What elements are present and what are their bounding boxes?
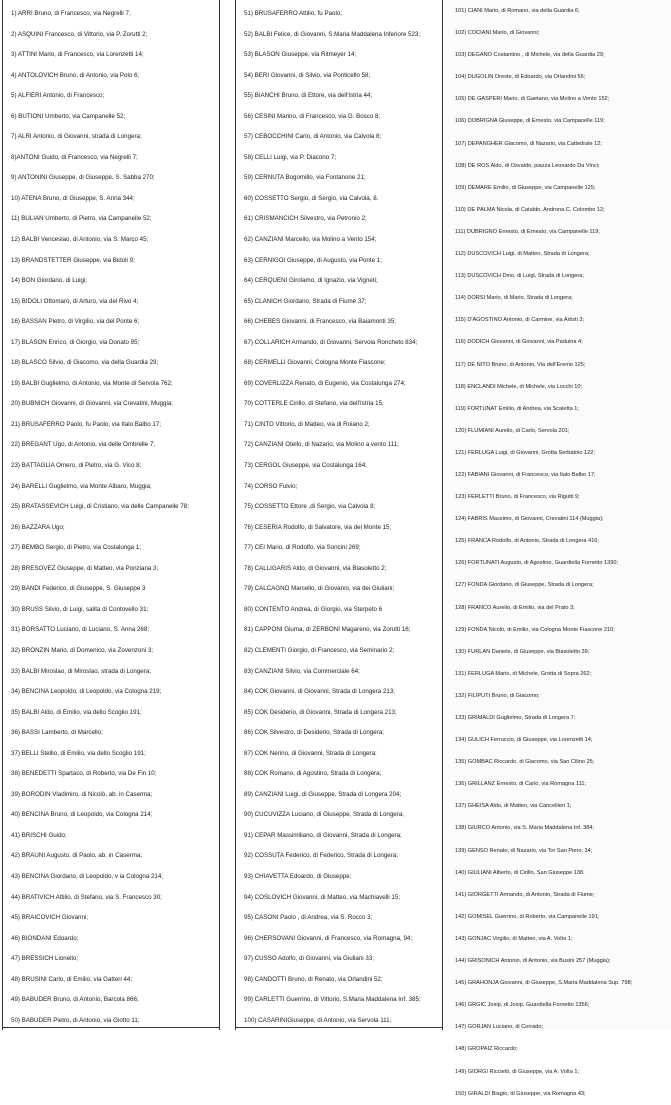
list-item: 138) GIURCO Antonio, via S. Maria Maddalena Inf. 384; (455, 825, 594, 832)
list-item: 114) DORSI Mario, di Mario, Strada di Longera; (455, 295, 573, 302)
list-item: 40) BENCINA Bruno, di Leopoldo, via Cologna 214; (11, 811, 153, 819)
list-item: 46) BIONDANI Edoardo; (11, 934, 79, 942)
list-item: 41) BRISCHI Guido; (11, 831, 67, 839)
list-item: 110) DE PALMA Nicola, di Cataldo, Androna C. Colombo 12; (455, 206, 605, 213)
list-item: 56) CESINI Marino, di Francesco, via G. Bosco 8; (244, 112, 381, 120)
list-item: 145) GRAHONJA Giovanni, di Giuseppe, S.Maria Maddalena Sup. 798; (455, 980, 633, 987)
list-item: 36) BASSI Lamberto, di Marcello; (11, 729, 103, 737)
list-item: 3) ATTINI Mario, di Francesco, via Lorenzetti 14; (11, 51, 144, 59)
list-item: 54) BERI Giovanni, di Silvio, via Ponticello 58; (244, 71, 371, 79)
list-item: 99) CARLETTI Guerrino, di Vittorio, S.Maria Maddalena Inf. 385; (244, 996, 421, 1004)
list-item: 11) BULIAN Umberto, di Pietro, via Campanelle 52; (11, 215, 152, 223)
list-item: 141) GIORGETTI Armando, di Antonio, Strada di Fiume; (455, 891, 595, 898)
list-item: 51) BRUSAFERRO Attilio, fu Paolo; (244, 10, 343, 17)
list-item: 148) GROPAIZ Riccardo; (455, 1046, 518, 1053)
list-item: 6) BUTIONI Umberto, via Campanelle 52; (11, 112, 126, 120)
column-2-bottom-rule (235, 1027, 443, 1028)
list-item: 37) BELLI Stellio, di Emilio, via dello Scoglio 191; (11, 749, 146, 757)
list-item: 29) BANDI Federico, di Giuseppe, S. Giuseppe 3 (11, 585, 146, 593)
column-3 (445, 0, 671, 1097)
list-item: 119) FORTUNAT Emilio, di Andrea, via Scaletta 1; (455, 405, 579, 412)
list-item: 103) DEGANO Costantino , di Michele, via della Guardia 29; (455, 52, 605, 59)
list-item: 116) DODICH Giovanni, di Giovanni, via Paduina 4; (455, 339, 583, 346)
list-item: 5) ALFIERI Antonio, di Francesco; (11, 92, 105, 100)
list-item: 70) COTTERLE Cirillo, di Stefano, via dell'Istria 15; (244, 400, 384, 408)
list-item: 128) FRANCO Aurelio, di Emilio, via del Prato 3; (455, 604, 575, 611)
list-item: 18) BLASCO Silvio, di Giacomo, via della Guardia 29; (11, 359, 159, 367)
list-item: 95) CASONI Paolo , di Andrea, via S. Rocco 3; (244, 914, 373, 922)
list-item: 22) BREGANT Ugo, di Antonio, via delle Ombrelle 7; (11, 441, 155, 449)
list-item: 133) GRIMALDI Guglielmo, Strada di Longera 7; (455, 715, 576, 721)
list-item: 15) BIDOLI Ottomaro, di Arturo, via del Rivo 4; (11, 297, 139, 305)
list-item: 102) COCIANI Mario, di Giovanni; (455, 30, 540, 37)
list-item: 73) CERGOL Giuseppe, via Costalunga 164; (244, 462, 367, 470)
list-item: 16) BASSAN Pietro, di Virgilio, via del Ponte 6; (11, 318, 140, 326)
list-item: 34) BENCINA Leopoldo, di Leopoldo, via Cologna 219; (11, 688, 162, 696)
list-item: 123) FERLETTI Bruno, di Francesco, via Rigutti 9; (455, 494, 580, 501)
list-item: 147) GORJAN Luciano, di Corrado; (455, 1024, 543, 1031)
list-item: 88) COK Romano, di Agostino, Strada di Longera; (244, 770, 382, 778)
list-item: 26) BAZZARA Ugo; (11, 523, 65, 531)
list-item: 149) GIORGI Riccietti, di Giuseppe, via A. Volta 1; (455, 1068, 580, 1075)
list-item: 117) DE NITO Bruno, di Antonio, Via dell'Eremo 125; (455, 361, 586, 368)
list-item: 38) BENEDETTI Spartaco, di Roberto, via De Fin 10; (11, 770, 157, 778)
list-item: 10) ATENA Bruno, di Giuseppe, S. Anna 344; (11, 194, 135, 202)
list-item: 61) CRISMANCICH Silvestro, via Petronio 2; (244, 215, 367, 223)
list-item: 35) BALBI Aldo, di Emilio, via dello Scoglio 191; (11, 708, 142, 716)
name-list-1 (3, 0, 219, 1031)
list-item: 43) BENCINA Giordano, di Leopoldo, v ia Cologna 214; (11, 872, 164, 880)
list-item: 9) ANTONINI Giuseppe, di Giuseppe, S. Sabba 270; (11, 174, 155, 182)
list-item: 65) CLANICH Giordano, Strada di Fiume 37; (244, 297, 367, 305)
list-item: 27) BEMBO Sergio, di Pietro, via Costalunga 1; (11, 544, 142, 552)
list-item: 83) CANZIANI Silvio, via Commerciale 64; (244, 667, 360, 675)
column-1 (2, 0, 220, 1030)
list-item: 45) BRAICOVICH Giovanni; (11, 914, 89, 922)
list-item: 50) BABUDER Pietro, di Antonio, via Giotto 11; (11, 1016, 140, 1024)
list-item: 115) D'AGOSTINO Antonio, di Carmine, via Artisti 3; (455, 317, 585, 324)
list-item: 93) CHIAVETTA Edoardo, di Giuseppe; (244, 872, 352, 880)
list-item: 109) DEMARE Emilio, di Giuseppe, via Campanelle 125; (455, 184, 596, 191)
list-item: 126) FORTUNATI Augusto, di Agostino, Guardiella Fornetto 1390; (455, 560, 619, 567)
list-item: 134) GULICH Ferruccio, di Giuseppe, via Lorenzetti 14; (455, 737, 593, 744)
list-item: 142) GOMISEL Guerrino, di Roberto, via Campanelle 191; (455, 913, 600, 920)
list-item: 127) FONDA Giordano, di Giuseppe, Strada di Longera; (455, 582, 594, 589)
list-item: 80) CONTENTO Andrea, di Giorgio, via Sterpeto 6 (244, 605, 383, 613)
list-item: 60) COSSETTO Sergio, di Sergio, via Calvola, 8. (244, 194, 379, 202)
list-item: 121) FERLUGA Luigi, di Giovanni, Grotta Serbatoio 122; (455, 449, 595, 456)
column-1-bottom-rule (2, 1027, 220, 1028)
list-item: 12) BALBI Venceslao, di Antonio, via S. Marco 45; (11, 236, 149, 244)
list-item: 21) BRUSAFERRO Paolo, fu Paolo, via Italo Balbo 17; (11, 420, 161, 428)
list-item: 112) DUSCOVICH Luigi, di Matteo, Strada di Longera; (455, 251, 590, 258)
list-item: 2) ASQUINI Francesco, di Vittorio, via P. Zorutti 2; (11, 30, 148, 38)
list-item: 129) FONDA Nicolò, di Emilio, via Cologna Monte Fiascone 210; (455, 626, 615, 633)
list-item: 32) BRONZIN Mario, di Domenico, via Zovenzoni 3; (11, 646, 154, 654)
list-item: 94) COSLOVICH Giovanni, di Matteo, via Machiavelli 15; (244, 893, 401, 901)
list-item: 64) CERQUENI Girolamo, di Ignazio, via Vigneti; (244, 277, 378, 285)
list-item: 97) CUSSO Adolfo, di Giovanni, via Giuliani 33; (244, 955, 375, 963)
list-item: 146) GRGIC Josip, di Josip, Guardiella Fornetto 1356; (455, 1002, 590, 1009)
list-item: 90) CUCUVIZZA Luciano, di Giuseppe, Strada di Longera; (244, 811, 404, 819)
list-item: 130) FURLAN Daniele, di Giuseppe, via Biasoletto 39; (455, 648, 590, 655)
list-item: 4) ANTOLOVICH Bruno, di Antonio, via Polo 6; (11, 71, 140, 79)
list-item: 17) BLASON Enrico, di Giorgio, via Donato 95; (11, 338, 140, 346)
list-item: 98) CANDOTTI Bruno, di Renato, via Orlandini 52; (244, 975, 383, 983)
list-item: 106) DOBRIGNA Giuseppe, di Ernesto, via Campanelle 119; (455, 118, 605, 125)
list-item: 28) BRESOVEZ Giuseppe, di Matteo, via Ponziana 3; (11, 564, 159, 572)
list-item: 84) COK Giovanni, di Giovanni, Strada di Longera 213; (244, 688, 395, 696)
list-item: 113) DUSCOVICH Dino, di Luigi, Strada di Longera; (455, 273, 584, 280)
list-item: 87) COK Nerino, di Giovanni, Strada di Longera; (244, 749, 377, 757)
list-item: 100) CASARINIGiuseppe, di Antonio, via Servola 111; (244, 1016, 392, 1024)
list-item: 8)ANTONI Guido, di Francesco, via Negrelli 7; (11, 153, 138, 161)
list-item: 118) ENCLANDI Michele, di Michele, via Locchi 10; (455, 383, 583, 390)
list-item: 30) BRUSS Silvio, di Luigi, salita di Contovello 31; (11, 605, 149, 613)
list-item: 68) CERMELLI Giovanni, Cologna Monte Fiascone; (244, 359, 386, 367)
list-item: 75) COSSETTO Ettore ,di Sergio, via Calvola 8; (244, 503, 376, 511)
list-item: 23) BATTAGLIA Omero, di Pietro, via G. Vico 8; (11, 462, 142, 470)
list-item: 14) BON Giordano, di Luigi; (11, 277, 88, 285)
list-item: 62) CANZIANI Marcello, via Molino a Vento 154; (244, 236, 377, 244)
list-item: 25) BRATASSEVICH Luigi, di Cristiano, via delle Campanelle 78; (11, 503, 189, 511)
list-item: 111) DUBRIGNO Ernesto, di Ernesto, via Campanelle 119; (455, 228, 600, 235)
list-item: 55) BIANCHI Bruno, di Ettore, via dell'Istria 44; (244, 92, 373, 100)
name-list-3 (445, 0, 671, 1105)
list-item: 7) ALRI Antonio, di Giovanni, strada di Longera; (11, 133, 142, 141)
list-item: 58) CELLI Luigi, via P. Diacono 7; (244, 153, 337, 161)
list-item: 74) CORSO Fulvio; (244, 482, 298, 490)
list-item: 89) CANZIANI Luigi, di Giuseppe, Strada di Longera 204; (244, 790, 402, 798)
list-item: 105) DE GASPERI Mario, di Gaetano, via Molino a Vento 152; (455, 96, 610, 103)
list-item: 135) GOMBAC Riccardo, di Giacomo, via San Cilino 25; (455, 759, 595, 766)
list-item: 77) CEI Mario, di Rodolfo, via Soncini 269; (244, 544, 361, 552)
list-item: 49) BABUDER Bruno, di Antonio, Barcola 866; (11, 996, 139, 1004)
list-item: 20) BUBNICH Giovanni, di Giovanni, via Crevatini, Muggia; (11, 400, 173, 408)
list-item: 1) ARRI Bruno, di Francesco, via Negrelli 7; (11, 10, 131, 17)
list-item: 101) CIANI Mario, di Romano, via della Guardia 6; (455, 8, 580, 14)
list-item: 107) DEPANGHER Giacomo, di Nazario, via Cattedrale 12; (455, 140, 602, 147)
list-item: 13) BRANDSTETTER Giuseppe, via Bidoli 9; (11, 256, 135, 264)
list-item: 72) CANZIANI Otello, di Nazario, via Molino a vento 111; (244, 441, 399, 449)
list-item: 125) FRANCA Rodolfo, di Antonio, Strada di Longera 416; (455, 538, 599, 545)
list-item: 136) GRILLANZ Ernesto, di Carlo, via Romagna 111; (455, 781, 586, 788)
list-item: 96) CHERSOVANI Giovanni, di Francesco, via Romagna, 94; (244, 934, 413, 942)
list-item: 59) CERNUTA Bogomillo, via Fontanone 21; (244, 174, 366, 182)
list-item: 140) GIULIANI Alberto, di Cirillo, San Giuseppe 138. (455, 869, 585, 876)
list-item: 137) GHEISA Aldo, di Matteo, via Cancellieri 1; (455, 803, 572, 810)
name-list-2 (236, 0, 442, 1031)
list-item: 124) FABRIS Massimo, di Giovanni, Crevatini 114 (Muggia); (455, 516, 604, 523)
list-item: 24) BARELLI Guglielmo, via Monte Albaro, Muggia; (11, 482, 152, 490)
list-item: 66) CHEBES Giovanni, di Francesco, via Baiamonti 35; (244, 318, 397, 326)
list-item: 120) FLUMIANI Aurelio, di Carlo, Servola 201; (455, 427, 570, 434)
list-item: 44) BRATIVICH Attilio, di Stefano, via S. Francesco 30; (11, 893, 162, 901)
list-item: 71) CINTO Vittorio, di Matteo, via di Roiano 2; (244, 420, 370, 428)
list-item: 76) CESERIA Rodolfo, di Salvatore, via del Monte 15; (244, 523, 392, 531)
list-item: 81) CAPPONI Giuma, di ZERBONI Magareno, via Zorutti 16; (244, 626, 411, 634)
list-item: 139) GENSO Renato, di Nazario, via Tor San Piero, 34; (455, 847, 593, 854)
list-item: 78) CALLIGARIS Aldo, di Giovanni, via Biasoletto 2; (244, 564, 387, 572)
list-item: 122) FABIANI Giovanni, di Francesco, via Italo Balbo 17; (455, 471, 596, 478)
list-item: 33) BALBI Miroslao, di Miroslao, strada di Longera; (11, 667, 151, 675)
list-item: 150) GIRALDI Biagio, di Giuseppe, via Romagna 43; (455, 1090, 586, 1097)
list-item: 132) FILIPUTI Bruno, di Giacomo; (455, 692, 540, 699)
list-item: 47) BRESSICH Lionello; (11, 955, 79, 963)
column-2 (235, 0, 443, 1030)
list-item: 39) BORODIN Vladimiro, di Nicolò, ab. in Caserma; (11, 790, 153, 798)
list-item: 67) COLLARICH Armando, di Giovanni, Servola Roncheto 834; (244, 338, 418, 346)
list-item: 31) BORSATTO Luciano, di Luciano, S. Anna 268; (11, 626, 150, 634)
list-item: 42) BRAUNI Augusto, di Paolo, ab. in Caserma; (11, 852, 143, 860)
list-item: 57) CEBOCCHINI Carlo, di Antonio, via Calvola 8; (244, 133, 382, 141)
list-item: 48) BRUSINI Carlo, di Emilio, via Gatteri 44; (11, 975, 133, 983)
list-item: 19) BALBI Guglielmo, di Antonio, via Monte di Servola 762; (11, 379, 173, 387)
list-item: 131) FERLUGA Mario, di Michele, Grotta di Sopra 262; (455, 670, 592, 677)
list-item: 108) DE ROS Aldo, di Osvaldo, piazza Leonardo Da Vinci; (455, 162, 600, 169)
list-item: 86) COK Silvestro, di Desiderio, Strada di Longera; (244, 729, 384, 737)
list-item: 85) COK Desiderio, di Giovanni, Strada di Longera 213; (244, 708, 397, 716)
list-item: 52) BALBI Felice, di Giovanni, S.Maria Maddalena Inferiore 523; (244, 30, 421, 38)
list-item: 53) BLASON Giuseppe, via Ritmeyer 14; (244, 51, 357, 59)
list-item: 79) CALCAGNO Marcello, di Giovanni, via dei Giuliani; (244, 585, 395, 593)
list-item: 144) GRISONICH Antonio, di Antonio, via Busini 257 (Muggia); (455, 958, 611, 965)
list-item: 104) DUGOLIN Oreste, di Edoardo, via Orlandini 56; (455, 74, 586, 81)
list-item: 92) COSSUTA Federico, di Federico, Strada di Longera; (244, 852, 398, 860)
list-item: 82) CLEMENTI Giorgio, di Francesco, via Seminario 2; (244, 646, 395, 654)
list-item: 143) GONJAC Virgilio, di Matteo, via A. Volta 1; (455, 935, 573, 942)
list-item: 69) COVERLIZZA Renato, di Eugenio, via Costalunga 274; (244, 379, 406, 387)
list-item: 63) CERNIGOI Giuseppe, di Augusto, via Ponte 1; (244, 256, 382, 264)
list-item: 91) CEPAR Massimiliano, di Giovanni, Strada di Longera; (244, 831, 402, 839)
